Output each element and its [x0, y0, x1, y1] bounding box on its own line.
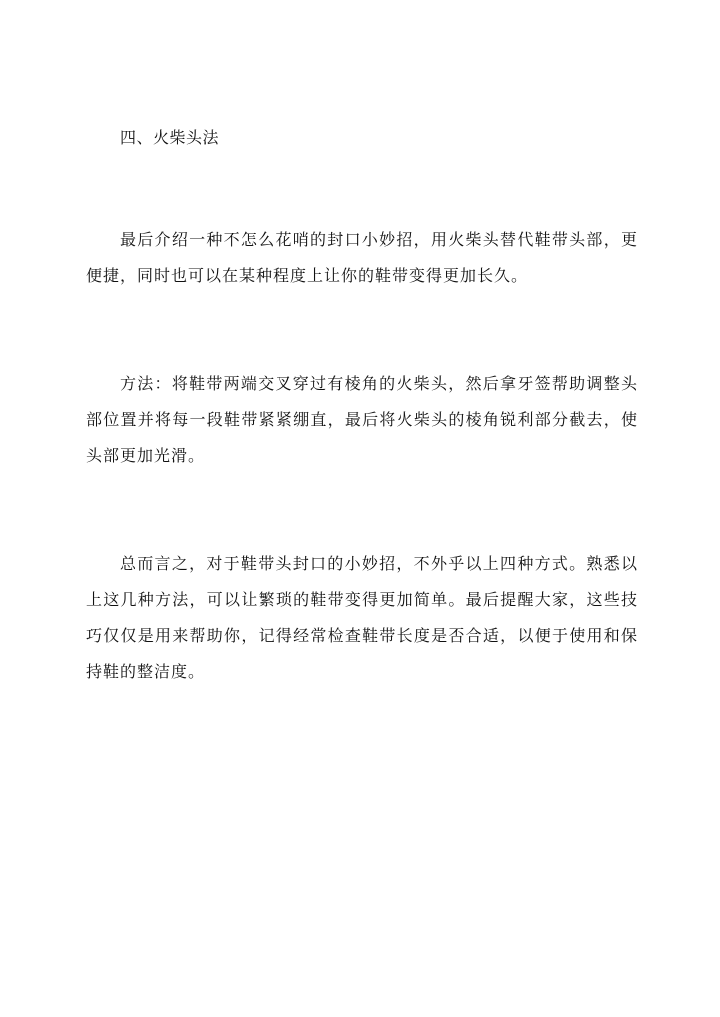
paragraph-intro: 最后介绍一种不怎么花哨的封口小妙招，用火柴头替代鞋带头部，更便捷，同时也可以在某种程度上让你的鞋带变得更加长久。: [86, 230, 638, 285]
document-body: [86, 126, 638, 690]
paragraph-summary: 总而言之，对于鞋带头封口的小妙招，不外乎以上四种方式。熟悉以上这几种方法，可以让繁琐的鞋带变得更加简单。最后提醒大家，这些技巧仅仅是用来帮助你，记得经常检查鞋带长度是否合适，以便于使用和保持鞋的整洁度。: [86, 554, 638, 681]
section-heading: 四、火柴头法: [120, 128, 220, 147]
paragraph-method: 方法：将鞋带两端交叉穿过有棱角的火柴头，然后拿牙签帮助调整头部位置并将每一段鞋带紧紧绷直，最后将火柴头的棱角锐利部分截去，使头部更加光滑。: [86, 374, 638, 465]
